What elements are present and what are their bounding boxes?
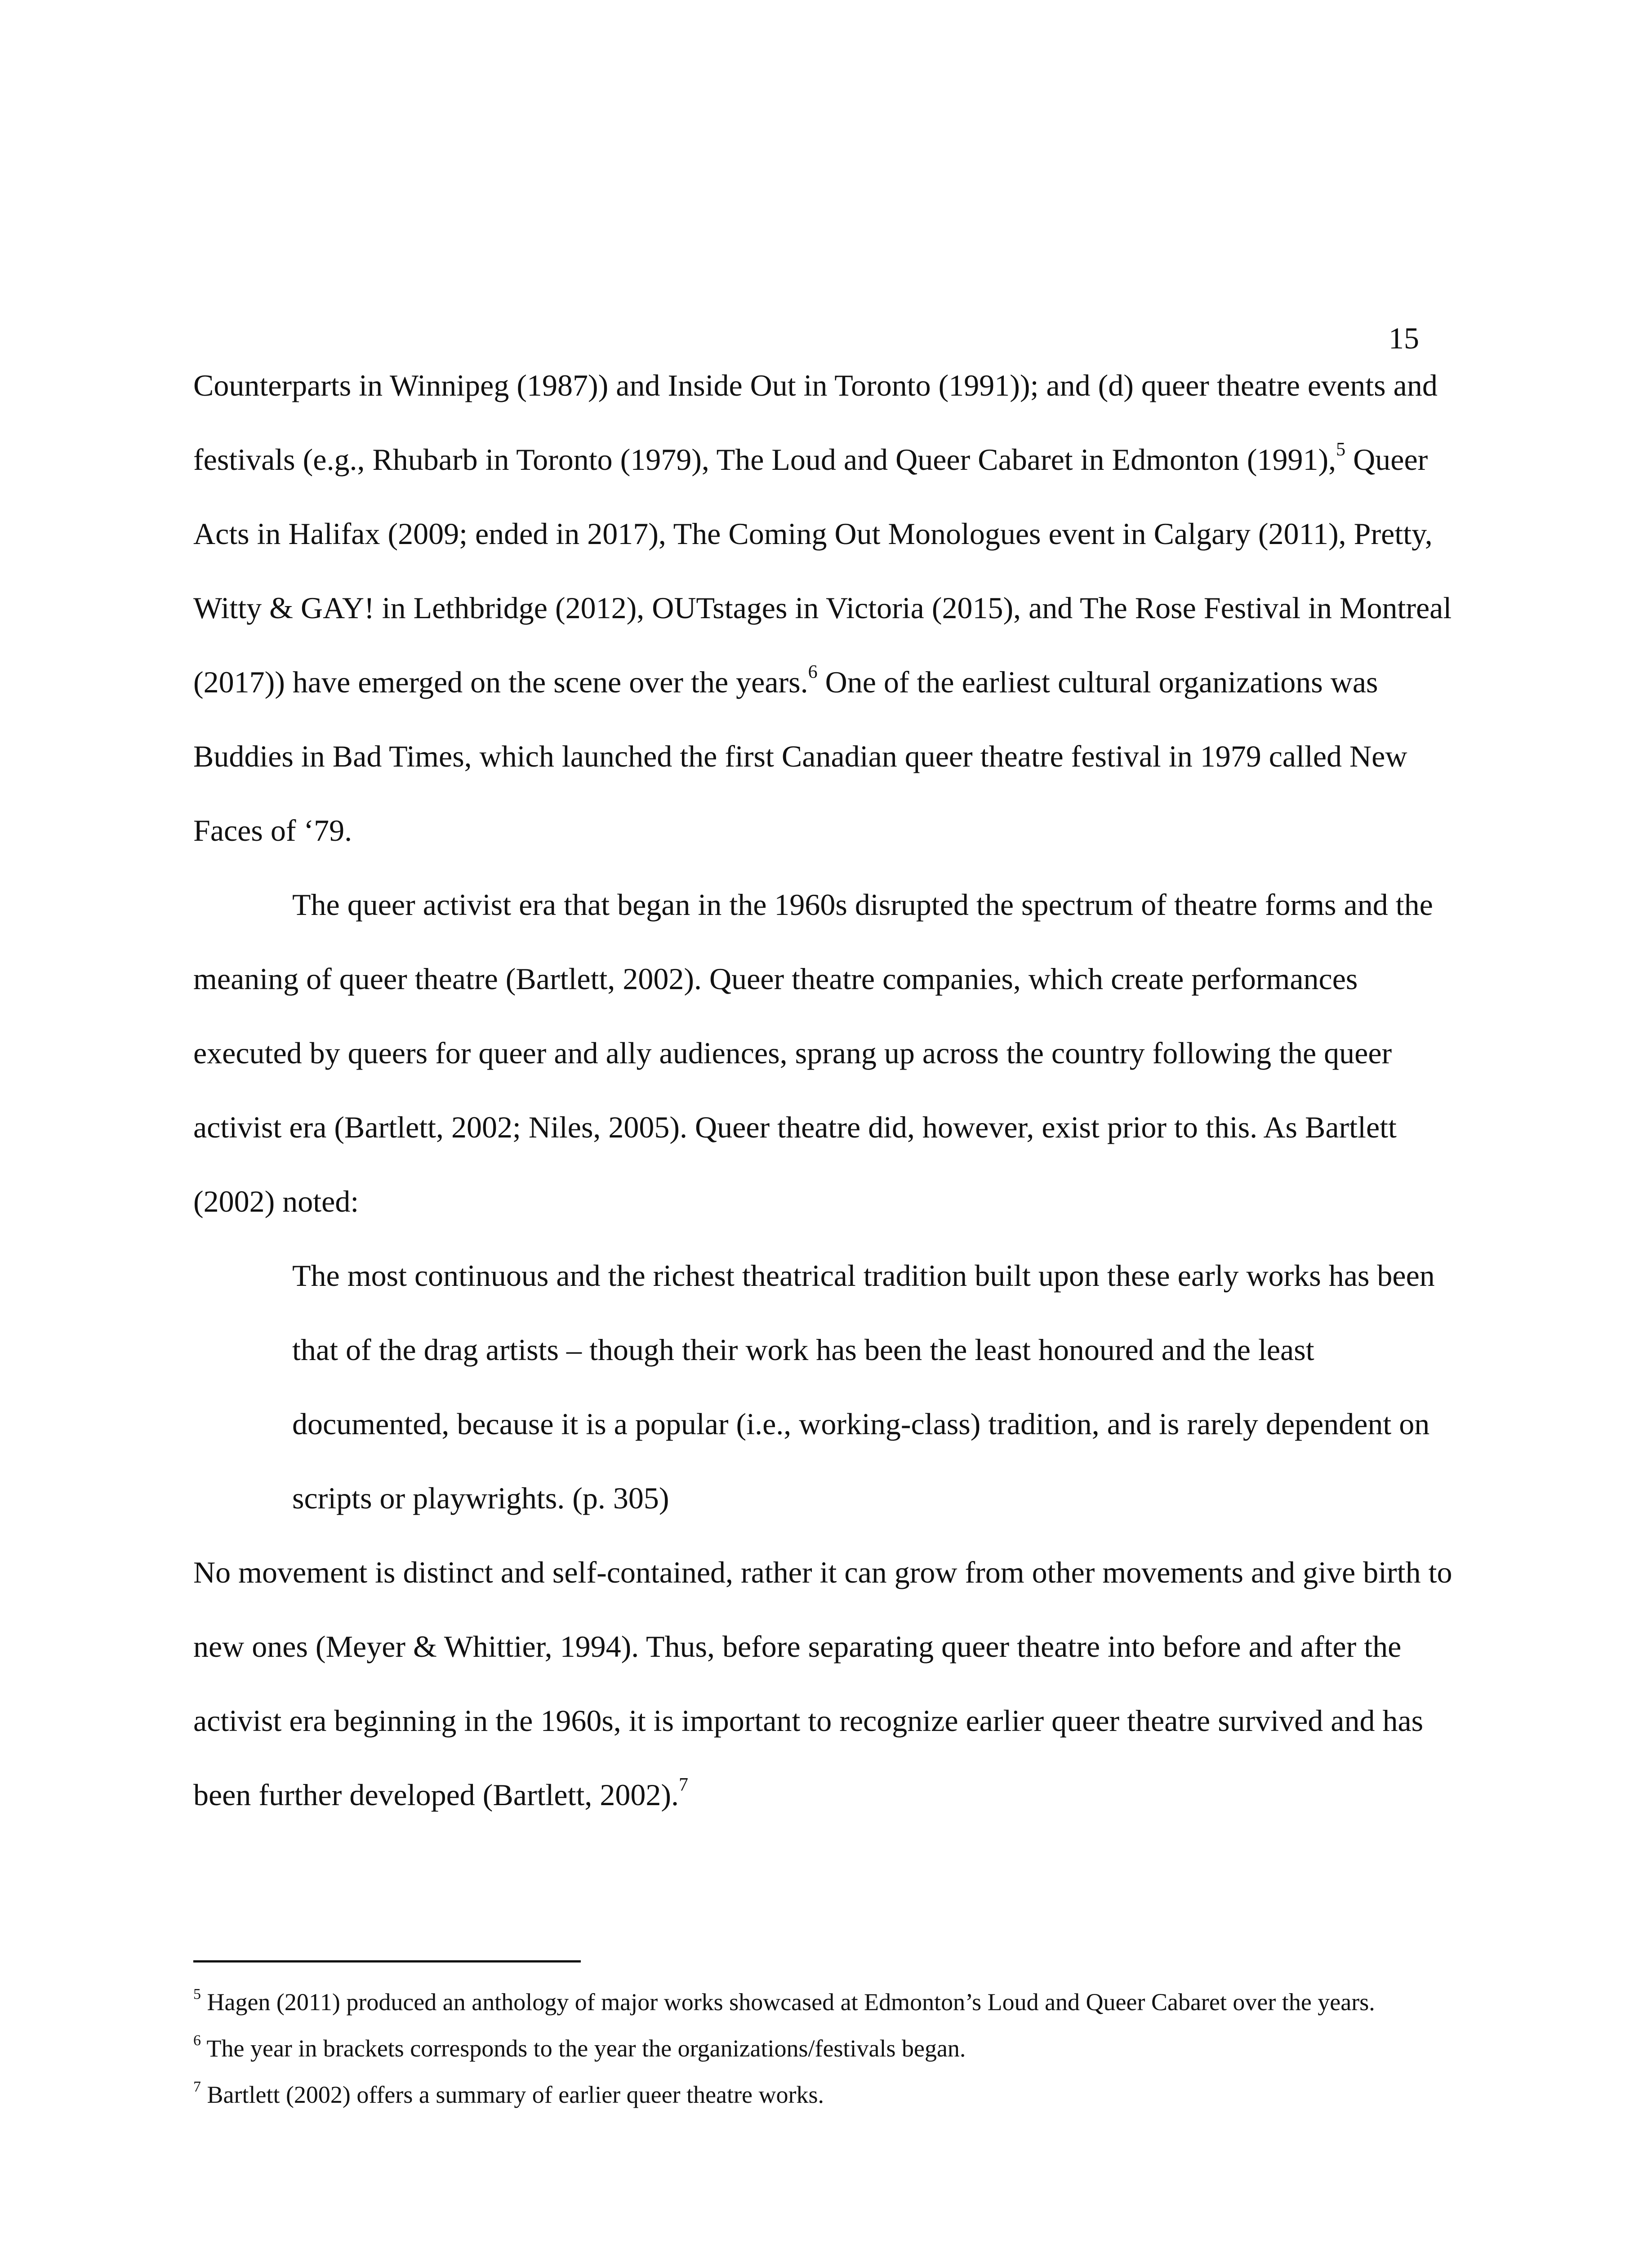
footnote-ref-5[interactable]: 5 bbox=[1336, 439, 1346, 460]
paragraph-3 bbox=[193, 1535, 1461, 1832]
footnote-text: The year in brackets corresponds to the year the organizations/festivals began. bbox=[201, 2035, 966, 2062]
page-number: 15 bbox=[1389, 321, 1419, 355]
footnote-ref-6[interactable]: 6 bbox=[808, 662, 818, 683]
block-quote: The most continuous and the richest theatrical tradition built upon these early works has been that of the drag artists – though their work has been the least honoured and the least documented, because it is a popular (i.e., working-class) tradition, and is rarely dependent on scripts or playwrights. (p. 305) bbox=[292, 1258, 1435, 1515]
paragraph-1-text-c: One of the earliest cultural organizations was Buddies in Bad Times, which launched the first Canadian queer theatre festival in 1979 called New Faces of ‘79. bbox=[193, 665, 1407, 847]
paragraph-2: The queer activist era that began in the 1960s disrupted the spectrum of theatre forms and the meaning of queer theatre (Bartlett, 2002). Queer theatre companies, which create performances executed by queers for queer and ally audiences, sprang up across the country following the queer activist era (Bartlett, 2002; Niles, 2005). Queer theatre did, however, exist prior to this. As Bartlett (2002) noted: bbox=[193, 888, 1433, 1218]
paragraph-1-text-a: Counterparts in Winnipeg (1987)) and Inside Out in Toronto (1991)); and (d) queer theatre events and festivals (e.g., Rhubarb in Toronto (1979), The Loud and Queer Cabaret in Edmonton (1991), bbox=[193, 368, 1438, 477]
footnote-marker: 5 bbox=[193, 1986, 201, 2003]
footnote-marker: 7 bbox=[193, 2079, 201, 2095]
footnote-6 bbox=[193, 2025, 1488, 2072]
footnote-marker: 6 bbox=[193, 2032, 201, 2049]
footnote-ref-7[interactable]: 7 bbox=[679, 1775, 689, 1796]
footnote-5 bbox=[193, 1979, 1488, 2025]
footnotes bbox=[193, 1979, 1488, 2118]
footnote-separator bbox=[193, 1960, 581, 1963]
footnote-text: Hagen (2011) produced an anthology of major works showcased at Edmonton’s Loud and Queer Cabaret over the years. bbox=[201, 1989, 1375, 2016]
body-text bbox=[193, 348, 1461, 1832]
paragraph-1-text-b: Queer Acts in Halifax (2009; ended in 2017), The Coming Out Monologues event in Calgary (2011), Pretty, Witty & GAY! in Lethbridge (2012), OUTstages in Victoria (2015), and The Rose Festival in Montreal (2017)) have emerged on the scene over the years. bbox=[193, 442, 1452, 699]
paragraph-3-text: No movement is distinct and self-contained, rather it can grow from other movements and give birth to new ones (Meyer & Whittier, 1994). Thus, before separating queer theatre into before and after the activist era beginning in the 1960s, it is important to recognize earlier queer theatre survived and has been further developed (Bartlett, 2002). bbox=[193, 1555, 1452, 1812]
paragraph-1 bbox=[193, 348, 1461, 868]
footnote-7 bbox=[193, 2072, 1488, 2118]
footnote-text: Bartlett (2002) offers a summary of earlier queer theatre works. bbox=[201, 2081, 824, 2108]
